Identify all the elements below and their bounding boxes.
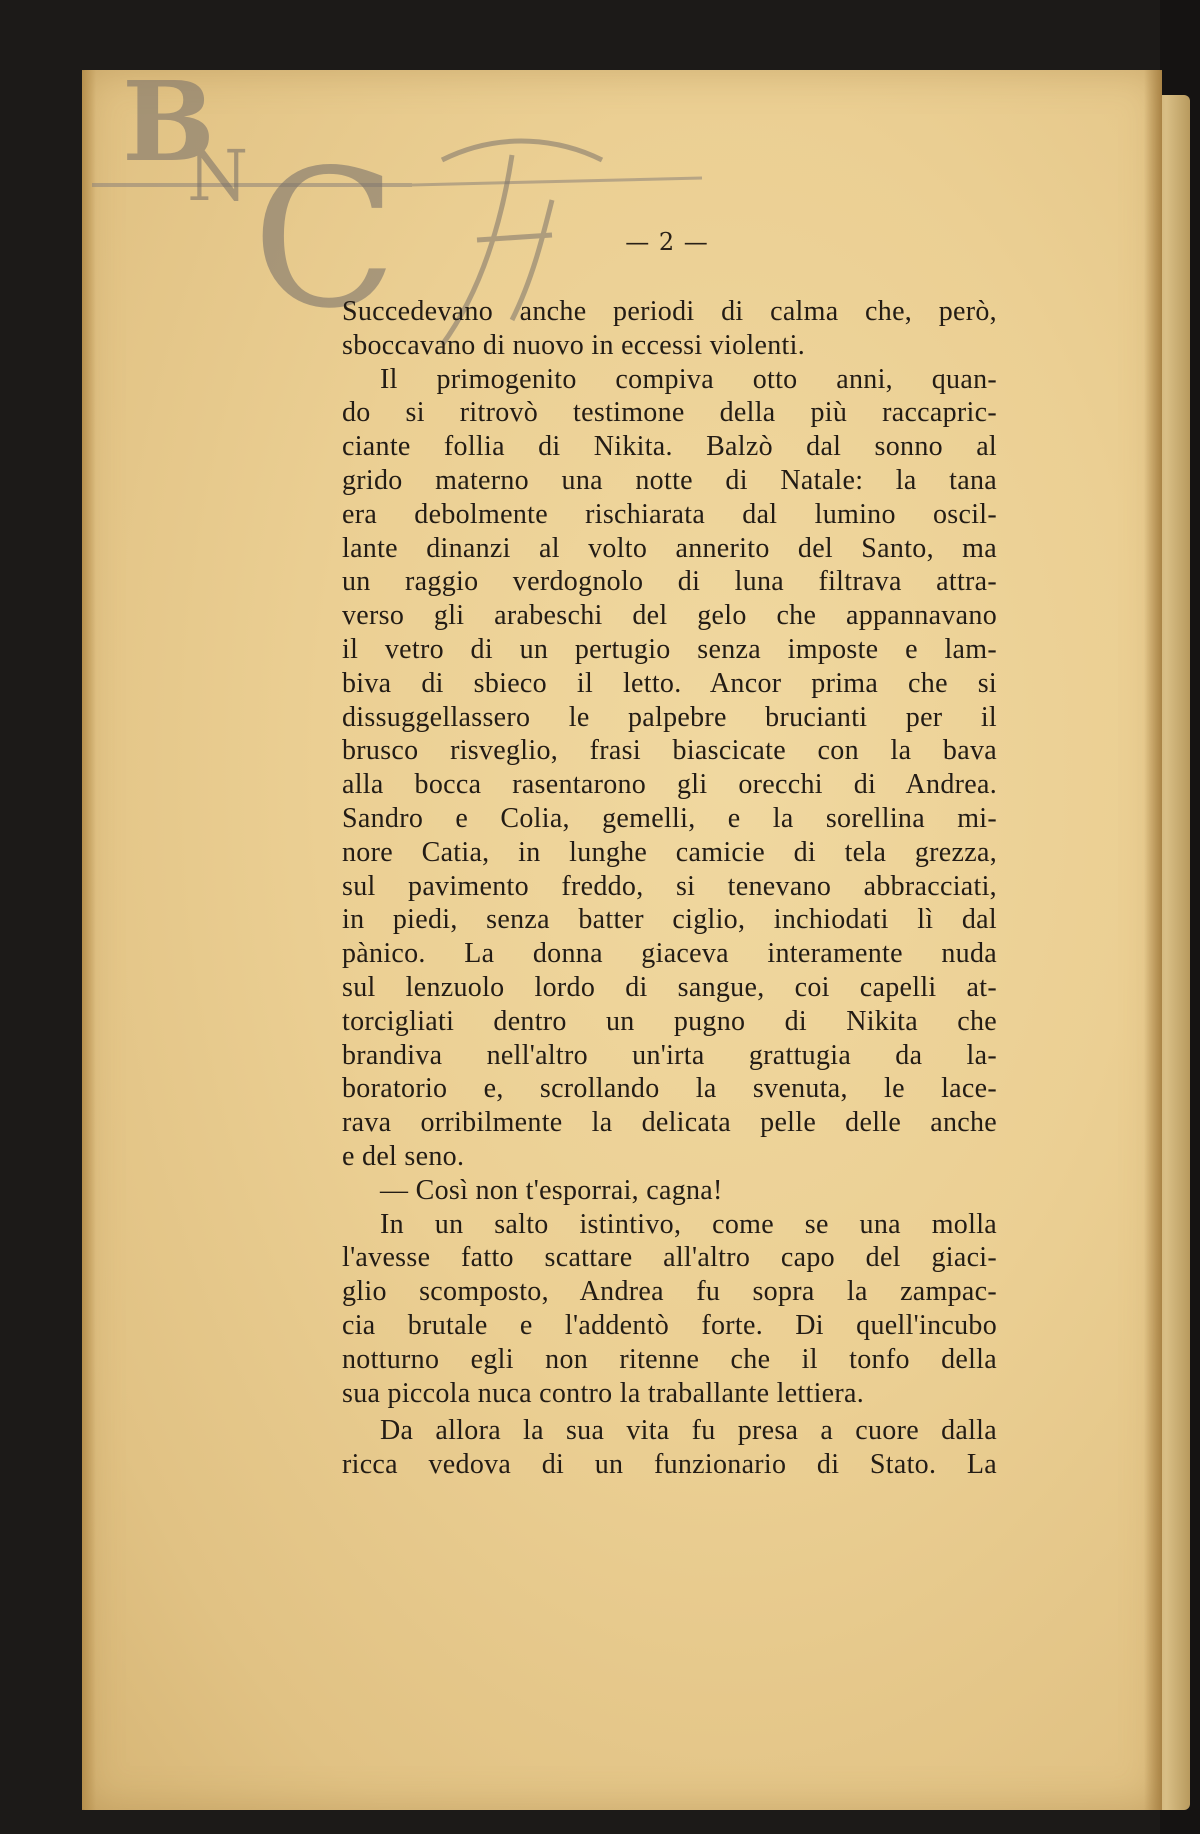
svg-text:C: C — [252, 129, 398, 350]
text-line: grido materno una notte di Natale: la tana — [342, 464, 997, 496]
text-line: boratorio e, scrollando la svenuta, le lace- — [342, 1073, 997, 1105]
text-line: rava orribilmente la delicata pelle delle anche — [342, 1107, 997, 1139]
text-line: l'avesse fatto scattare all'altro capo del giaci- — [342, 1242, 997, 1274]
text-line: pànico. La donna giaceva interamente nuda — [342, 938, 997, 970]
text-line: dissuggellassero le palpebre brucianti per il — [342, 701, 997, 733]
text-line: brusco risveglio, frasi biascicate con la bava — [342, 735, 997, 767]
text-line: ciante follia di Nikita. Balzò dal sonno al — [342, 431, 997, 463]
text-line: sboccavano di nuovo in eccessi violenti. — [342, 329, 805, 361]
text-line: notturno egli non ritenne che il tonfo della — [342, 1343, 997, 1375]
text-line: sua piccola nuca contro la traballante lettiera. — [342, 1377, 865, 1409]
text-line: lante dinanzi al volto annerito del Santo, ma — [342, 532, 997, 564]
body-text — [342, 295, 997, 1482]
text-line: sul lenzuolo lordo di sangue, coi capelli at- — [342, 971, 997, 1003]
text-line: Succedevano anche periodi di calma che, però, — [342, 296, 997, 327]
text-line: Il primogenito compiva otto anni, quan- — [380, 363, 997, 395]
text-line: un raggio verdognolo di luna filtrava attra- — [342, 566, 997, 598]
text-line: torcigliati dentro un pugno di Nikita che — [342, 1005, 997, 1037]
text-line: il vetro di un pertugio senza imposte e lam- — [342, 633, 997, 665]
text-line: do si ritrovò testimone della più raccapric- — [342, 397, 997, 429]
svg-text:N: N — [187, 135, 249, 217]
text-line: brandiva nell'altro un'irta grattugia da la- — [342, 1039, 997, 1071]
text-line: verso gli arabeschi del gelo che appannavano — [342, 600, 997, 632]
text-line: nore Catia, in lunghe camicie di tela grezza, — [342, 836, 997, 868]
text-line: biva di sbieco il letto. Ancor prima che si — [342, 667, 997, 699]
page-number: — 2 — — [625, 228, 709, 256]
text-line: — Così non t'esporrai, cagna! — [380, 1174, 723, 1206]
text-line: e del seno. — [342, 1140, 465, 1172]
text-line: alla bocca rasentarono gli orecchi di Andrea. — [342, 769, 997, 801]
text-line: in piedi, senza batter ciglio, inchiodati lì dal — [342, 904, 997, 936]
text-line: ricca vedova di un funzionario di Stato. La — [342, 1449, 997, 1481]
text-line: Da allora la sua vita fu presa a cuore dalla — [380, 1415, 997, 1447]
text-line: cia brutale e l'addentò forte. Di quell'incubo — [342, 1309, 997, 1341]
text-line: sul pavimento freddo, si tenevano abbracciati, — [342, 870, 997, 902]
text-line: era debolmente rischiarata dal lumino oscil- — [342, 498, 997, 530]
text-line: Sandro e Colia, gemelli, e la sorellina mi- — [342, 802, 997, 834]
text-line: glio scomposto, Andrea fu sopra la zampac- — [342, 1276, 997, 1308]
svg-text:B: B — [122, 70, 215, 186]
text-line: In un salto istintivo, come se una molla — [380, 1208, 997, 1240]
